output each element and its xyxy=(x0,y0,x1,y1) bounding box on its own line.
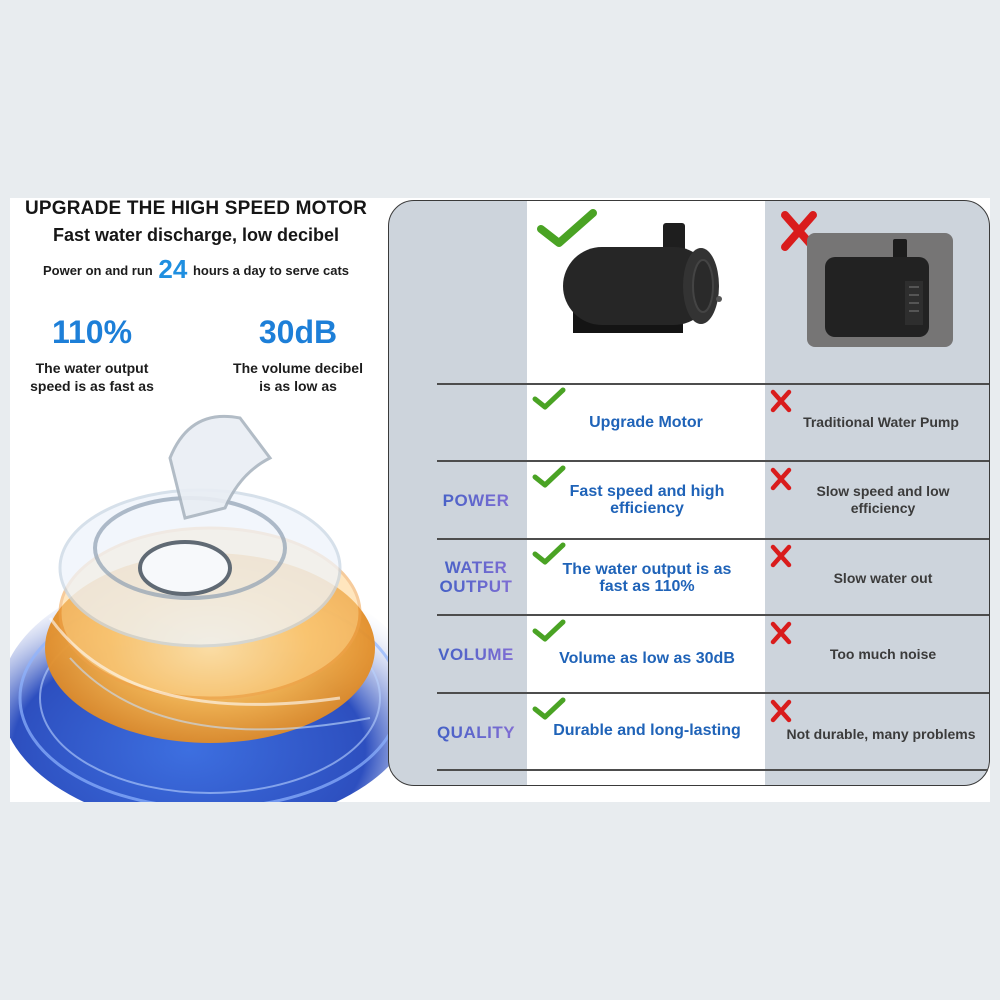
row-bad-text: Slow water out xyxy=(833,569,933,586)
promo-headline: UPGRADE THE HIGH SPEED MOTOR xyxy=(24,198,367,219)
comparison-table xyxy=(388,200,990,786)
row-divider xyxy=(437,538,989,540)
volume-decibel-desc xyxy=(208,359,388,395)
row-bad-text: Not durable, many problems xyxy=(786,725,976,742)
run-suffix: hours a day to serve cats xyxy=(192,263,350,278)
promo-panel xyxy=(10,198,430,802)
row-good-text: Volume as low as 30dB xyxy=(559,649,735,667)
row-good-text: Fast speed and high efficiency xyxy=(569,483,725,517)
traditional-pump-image xyxy=(807,233,953,347)
row-label-volume: VOLUME xyxy=(425,617,527,691)
row-good-text: Durable and long-lasting xyxy=(553,721,741,739)
volume-decibel-desc-line2: is as low as xyxy=(259,378,337,394)
cross-icon xyxy=(770,544,792,568)
output-speed-desc-line1: The water output xyxy=(35,360,149,376)
row-label-quality: QUALITY xyxy=(425,695,527,769)
row-divider xyxy=(437,692,989,694)
output-speed-desc xyxy=(10,359,182,395)
cross-icon xyxy=(770,621,792,645)
row-label-power: POWER xyxy=(425,463,527,537)
row-divider xyxy=(437,614,989,616)
volume-decibel-desc-line1: The volume decibel xyxy=(233,360,363,376)
row-label-water-output: WATER OUTPUT xyxy=(425,541,527,613)
promo-subhead: Fast water discharge, low decibel xyxy=(52,225,340,245)
cross-icon xyxy=(770,467,792,491)
output-speed-desc-line2: speed is as fast as xyxy=(30,378,154,394)
row-good-text: The water output is as fast as 110% xyxy=(562,561,732,595)
run-prefix: Power on and run xyxy=(42,263,153,278)
row-bad-text: Too much noise xyxy=(829,645,937,662)
upgrade-motor-image xyxy=(553,223,723,343)
product-comparison-card xyxy=(10,198,990,802)
row-bad-text: Slow speed and low efficiency xyxy=(816,483,950,516)
row-divider xyxy=(437,460,989,462)
row-divider xyxy=(437,383,989,385)
row-divider xyxy=(437,769,989,771)
row-good-text: Upgrade Motor xyxy=(589,413,703,431)
output-speed-value: 110% xyxy=(51,314,133,350)
row-bad-text: Traditional Water Pump xyxy=(803,413,959,430)
run-hours-value: 24 xyxy=(158,254,188,284)
run-hours-line xyxy=(10,254,382,285)
motor-impeller-illustration xyxy=(10,398,430,802)
volume-decibel-value: 30dB xyxy=(258,314,338,350)
